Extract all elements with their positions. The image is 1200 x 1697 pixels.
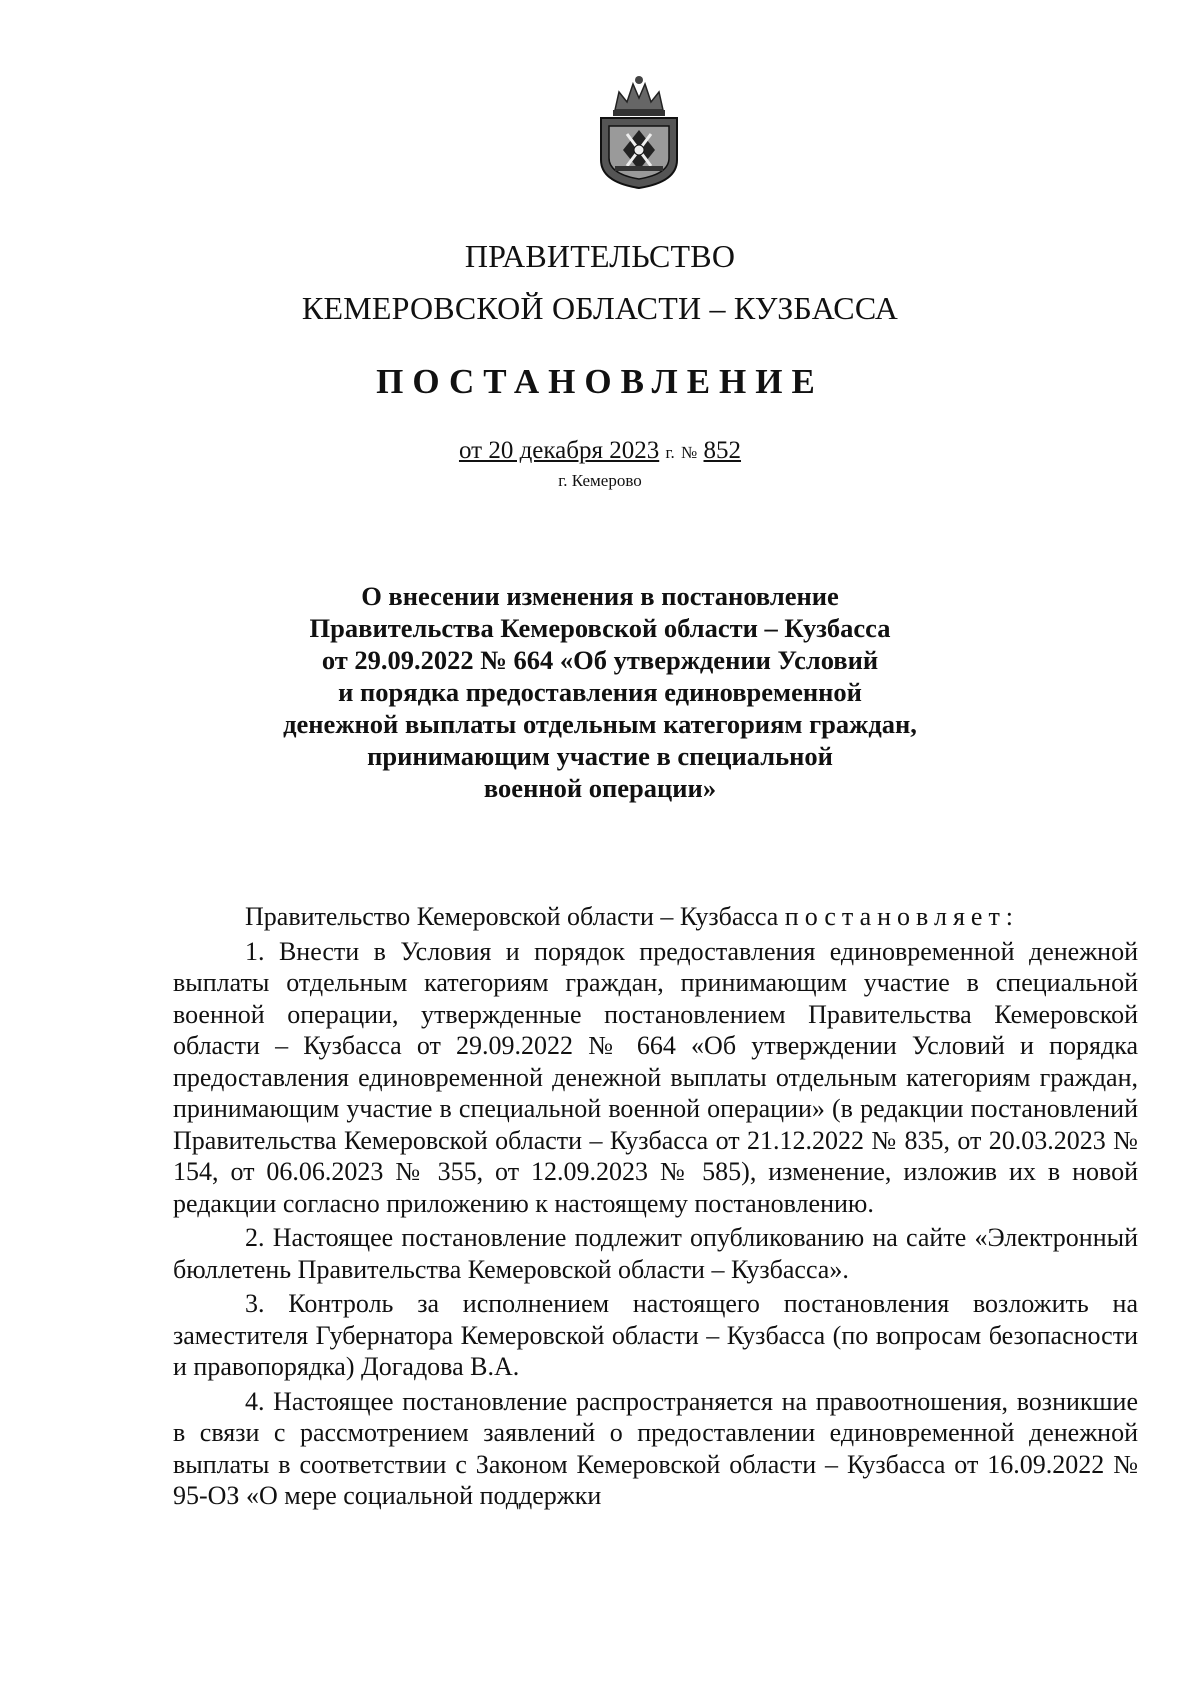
subject-line: и порядка предоставления единовременной [338,677,862,707]
subject-line: военной операции» [483,773,717,803]
government-name-line1: ПРАВИТЕЛЬСТВО [464,238,736,274]
subject-line: Правительства Кемеровской области – Кузбасса [309,613,891,643]
subject-line: О внесении изменения в постановление [361,581,839,611]
document-type-title: ПОСТАНОВЛЕНИЕ [376,362,824,401]
document-date-line [0,437,1200,465]
body-paragraph: 1. Внести в Условия и порядок предоставления единовременной денежной выплаты отдельным категориям граждан, принимающим участие в специальной военной операции, утвержденные постановлением Правительства Кемеровской области – Кузбасса от 29.09.2022 № 664 «Об утверждении Условий и порядка предоставления единовременной денежной выплаты отдельным категориям граждан, принимающим участие в специальной военной операции» (в редакции постановлений Правительства Кемеровской области – Кузбасса от 21.12.2022 № 835, от 20.03.2023 № 154, от 06.06.2023 № 355, от 12.09.2023 № 585), изменение, изложив их в новой редакции согласно приложению к настоящему постановлению. [173,936,1138,1218]
year-suffix: г. [665,443,675,462]
number-sign: № [681,443,698,462]
subject-line: денежной выплаты отдельным категориям граждан, [283,709,917,739]
document-subject [0,580,1200,804]
kuzbass-coat-of-arms-icon [593,70,685,190]
body-intro [173,901,1138,933]
body-paragraph: 3. Контроль за исполнением настоящего постановления возложить на заместителя Губернатора Кемеровской области – Кузбасса (по вопросам безопасности и правопорядка) Догадова В.А. [173,1289,1138,1381]
document-date: от 20 декабря 2023 [458,437,660,464]
document-city: г. Кемерово [558,471,642,490]
document-body [173,901,1138,1515]
intro-spaced-verb: постановляет: [784,902,1020,931]
body-paragraph: 2. Настоящее постановление подлежит опубликованию на сайте «Электронный бюллетень Правительства Кемеровской области – Кузбасса». [173,1223,1138,1284]
subject-line: принимающим участие в специальной [367,741,833,771]
subject-line: от 29.09.2022 № 664 «Об утверждении Условий [321,645,879,675]
intro-text: Правительство Кемеровской области – Кузбасса [245,902,779,931]
government-name-line2: КЕМЕРОВСКОЙ ОБЛАСТИ – КУЗБАССА [301,290,899,326]
body-paragraph: 4. Настоящее постановление распространяется на правоотношения, возникшие в связи с рассмотрением заявлений о предоставлении единовременной денежной выплаты в соответствии с Законом Кемеровской области – Кузбасса от 16.09.2022 № 95-ОЗ «О мере социальной поддержки [173,1386,1138,1510]
document-number: 852 [703,437,742,464]
